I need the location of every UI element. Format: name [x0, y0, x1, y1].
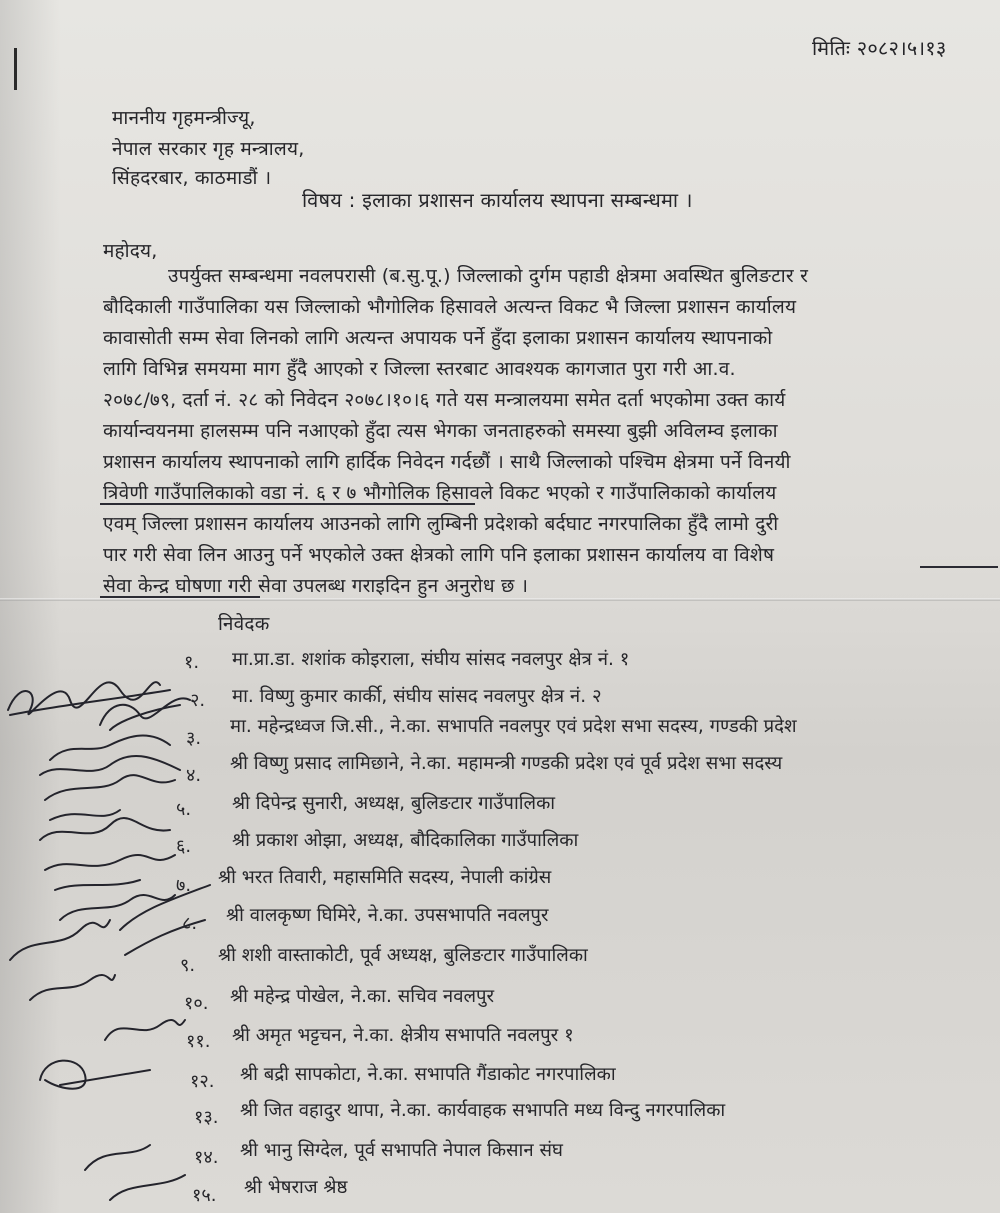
petitioner-number: १५. — [192, 1185, 217, 1206]
petitioner-entry: श्री विष्णु प्रसाद लामिछाने, ने.का. महामन्त्री गण्डकी प्रदेश एवं पूर्व प्रदेश सभा सदस्य — [230, 753, 783, 774]
body-line-11: सेवा केन्द्र घोषणा गरी सेवा उपलब्ध गराइदिन हुन अनुरोध छ । — [103, 575, 529, 597]
petitioner-number: १२. — [190, 1071, 215, 1092]
petitioner-entry: श्री शशी वास्ताकोटी, पूर्व अध्यक्ष, बुलिङटार गाउँपालिका — [218, 945, 588, 966]
body-line-7: प्रशासन कार्यालय स्थापनाको लागि हार्दिक निवेदन गर्दछौं । साथै जिल्लाको पश्चिम क्षेत्रमा पर्ने विनयी — [103, 451, 791, 473]
petitioner-entry: श्री भरत तिवारी, महासमिति सदस्य, नेपाली कांग्रेस — [218, 867, 552, 888]
body-line-8: त्रिवेणी गाउँपालिकाको वडा नं. ६ र ७ भौगोलिक हिसावले विकट भएको र गाउँपालिकाको कार्यालय — [103, 482, 777, 504]
addressee-line-2: नेपाल सरकार गृह मन्त्रालय, — [112, 138, 305, 160]
petitioner-number: १३. — [194, 1107, 219, 1128]
petitioner-number: ३. — [186, 728, 202, 749]
salutation: महोदय, — [103, 240, 158, 262]
petitioner-entry: श्री भेषराज श्रेष्ठ — [244, 1177, 348, 1198]
petitioner-entry: श्री दिपेन्द्र सुनारी, अध्यक्ष, बुलिङटार गाउँपालिका — [232, 793, 556, 814]
petitioner-number: २. — [190, 690, 206, 711]
body-line-2: बौदिकाली गाउँपालिका यस जिल्लाको भौगोलिक हिसावले अत्यन्त विकट भै जिल्ला प्रशासन कार्यालय — [103, 296, 797, 318]
body-line-1: उपर्युक्त सम्बन्धमा नवलपरासी (ब.सु.पू.) जिल्लाको दुर्गम पहाडी क्षेत्रमा अवस्थित बुलिङटार र — [168, 265, 809, 287]
petitioner-entry: मा. महेन्द्रध्वज जि.सी., ने.का. सभापति नवलपुर एवं प्रदेश सभा सदस्य, गण्डकी प्रदेश — [230, 716, 797, 737]
petitioner-number: १०. — [184, 993, 209, 1014]
petitioners-label: निवेदक — [218, 613, 270, 635]
petitioner-number: ९. — [180, 955, 196, 976]
petitioner-entry: श्री वालकृष्ण घिमिरे, ने.का. उपसभापति नवलपुर — [226, 905, 549, 926]
handwritten-underline-2 — [920, 566, 998, 568]
petitioner-number: ५. — [176, 799, 192, 820]
petitioner-number: ४. — [186, 765, 202, 786]
handwritten-signatures — [0, 630, 240, 1213]
addressee-line-3: सिंहदरबार, काठमाडौं । — [112, 167, 272, 189]
petitioner-entry: श्री प्रकाश ओझा, अध्यक्ष, बौदिकालिका गाउँपालिका — [232, 830, 579, 851]
handwritten-underline-3 — [100, 596, 260, 598]
body-line-5: २०७८/७९, दर्ता नं. २८ को निवेदन २०७८।१०।६ गते यस मन्त्रालयमा समेत दर्ता भएकोमा उक्त कार्य — [103, 389, 786, 411]
body-line-6: कार्यान्वयनमा हालसम्म पनि नआएको हुँदा त्यस भेगका जनताहरुको समस्या बुझी अविलम्व इलाका — [103, 420, 778, 442]
signature-1 — [8, 682, 160, 714]
petitioner-entry: श्री भानु सिग्देल, पूर्व सभापति नेपाल किसान संघ — [240, 1140, 563, 1161]
body-line-3: कावासोती सम्म सेवा लिनको लागि अत्यन्त अपायक पर्ने हुँदा इलाका प्रशासन कार्यालय स्थापनाको — [103, 327, 773, 349]
paper-fold-line — [0, 598, 1000, 601]
petitioner-entry: श्री महेन्द्र पोखेल, ने.का. सचिव नवलपुर — [230, 986, 495, 1007]
petitioner-entry: श्री जित वहादुर थापा, ने.का. कार्यवाहक सभापति मध्य विन्दु नगरपालिका — [240, 1100, 726, 1121]
petitioner-entry: श्री बद्री सापकोटा, ने.का. सभापति गैंडाकोट नगरपालिका — [240, 1064, 616, 1085]
petitioner-number: १४. — [194, 1147, 219, 1168]
addressee-line-1: माननीय गृहमन्त्रीज्यू, — [112, 107, 256, 129]
petitioner-entry: श्री अमृत भट्टचन, ने.का. क्षेत्रीय सभापति नवलपुर १ — [232, 1025, 574, 1046]
body-line-4: लागि विभिन्न समयमा माग हुँदै आएको र जिल्ला स्तरबाट आवश्यक कागजात पुरा गरी आ.व. — [103, 358, 736, 380]
body-line-10: पार गरी सेवा लिन आउनु पर्ने भएकोले उक्त क्षेत्रको लागि पनि इलाका प्रशासन कार्यालय वा विशेष — [103, 544, 775, 566]
petitioner-number: ७. — [176, 875, 192, 896]
letter-date: मितिः २०८२।५।१३ — [812, 36, 947, 60]
petitioner-number: १. — [184, 652, 200, 673]
letter-subject: विषय : इलाका प्रशासन कार्यालय स्थापना सम्बन्धमा । — [302, 188, 693, 212]
petitioner-number: ६. — [176, 836, 192, 857]
petitioner-number: ८. — [182, 913, 198, 934]
petitioner-entry: मा. विष्णु कुमार कार्की, संघीय सांसद नवलपुर क्षेत्र नं. २ — [232, 686, 602, 707]
petitioner-entry: मा.प्रा.डा. शशांक कोइराला, संघीय सांसद नवलपुर क्षेत्र नं. १ — [232, 649, 630, 670]
petitioner-number: ११. — [186, 1031, 211, 1052]
body-line-9: एवम् जिल्ला प्रशासन कार्यालय आउनको लागि लुम्बिनी प्रदेशको बर्दघाट नगरपालिका हुँदै लामो दुरी — [103, 513, 779, 535]
handwritten-underline-1 — [100, 503, 475, 505]
margin-mark — [14, 48, 17, 90]
